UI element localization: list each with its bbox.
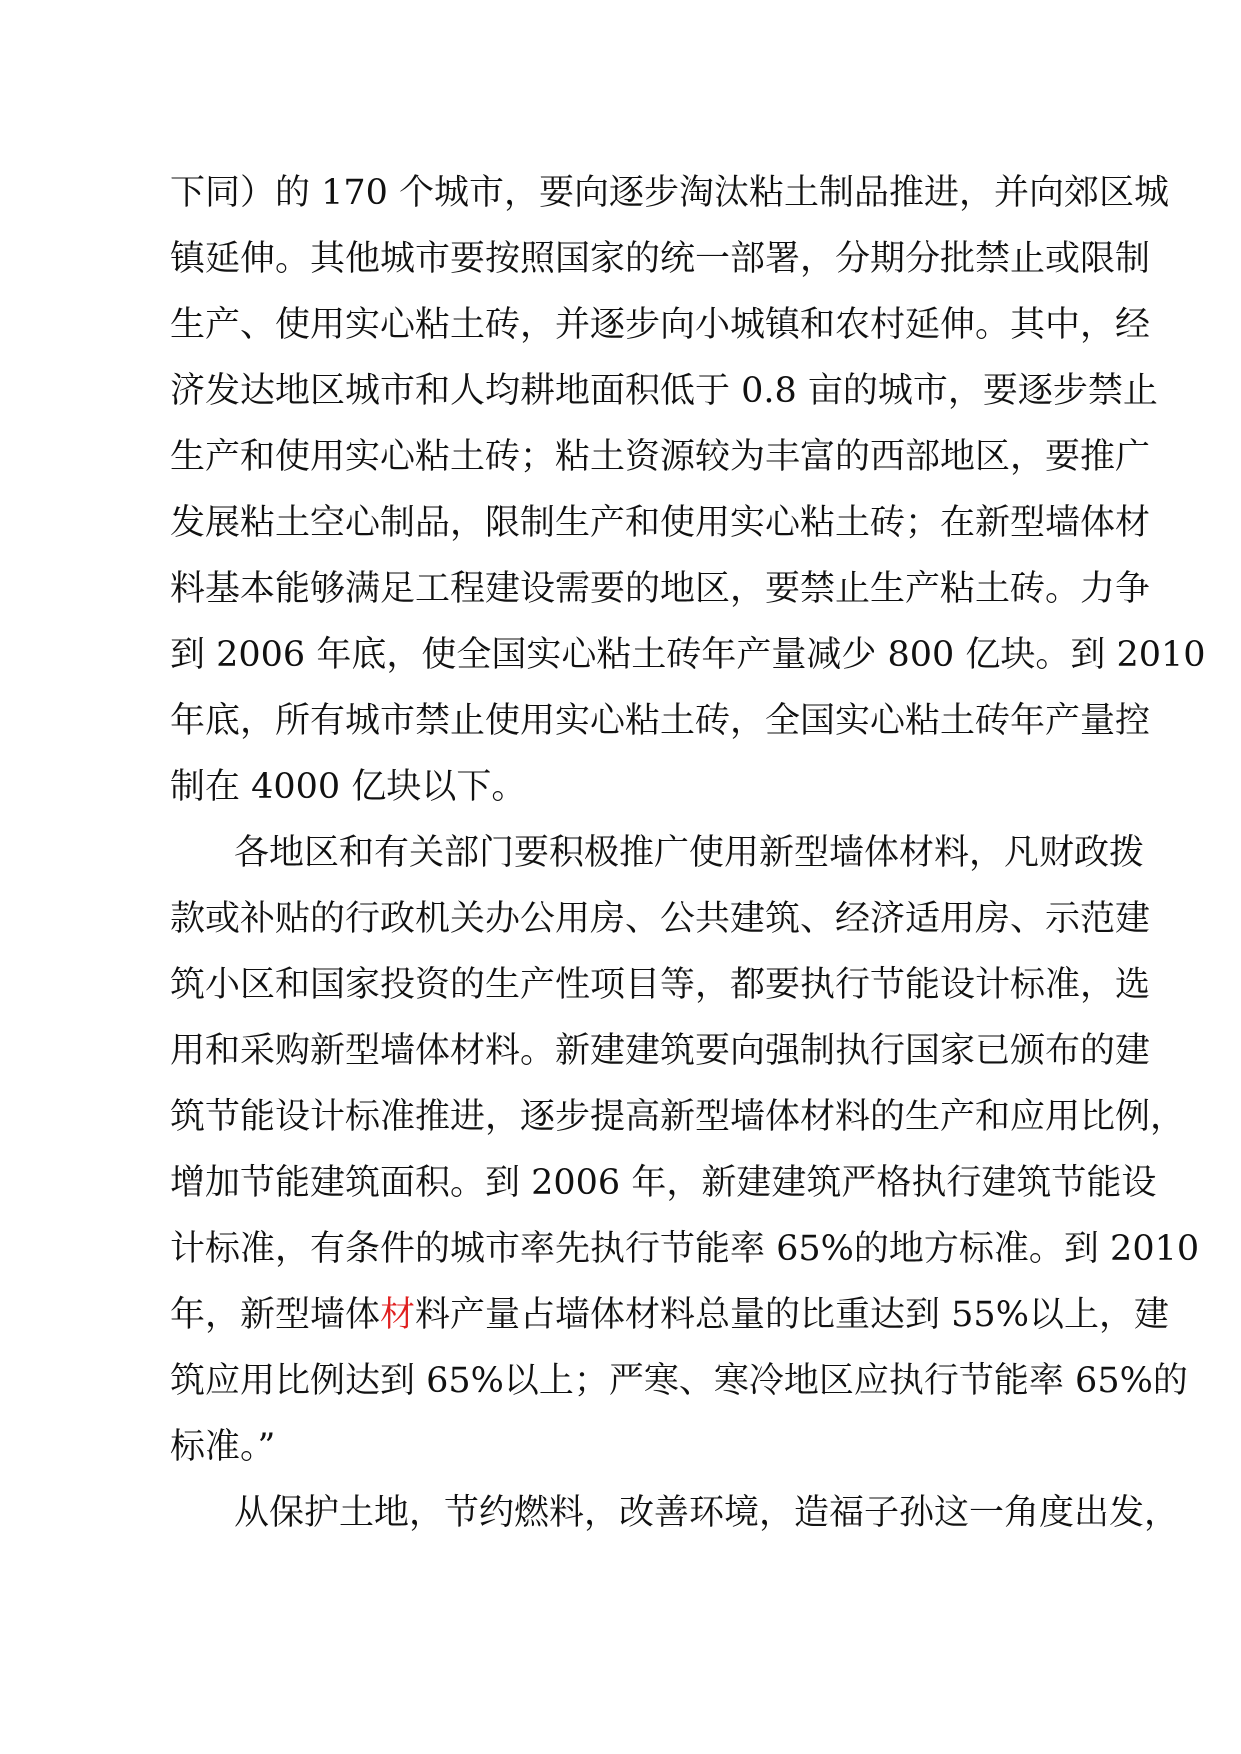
text-line: 生产、使用实心粘土砖，并逐步向小城镇和农村延伸。其中，经 [170, 305, 1151, 345]
paragraph-first-line: 从保护土地，节约燃料，改善环境，造福子孙这一角度出发， [234, 1493, 1180, 1533]
body-text [170, 160, 1206, 1546]
text-line: 款或补贴的行政机关办公用房、公共建筑、经济适用房、示范建 [170, 899, 1151, 939]
text-line: 镇延伸。其他城市要按照国家的统一部署，分期分批禁止或限制 [170, 239, 1151, 279]
text-line: 筑小区和国家投资的生产性项目等，都要执行节能设计标准，选 [170, 965, 1151, 1005]
text-line: 发展粘土空心制品，限制生产和使用实心粘土砖；在新型墙体材 [170, 503, 1151, 543]
text-line: 济发达地区城市和人均耕地面积低于 0.8 亩的城市，要逐步禁止 [170, 371, 1158, 411]
text-segment: 料产量占墙体材料总量的比重达到 55%以上，建 [415, 1295, 1169, 1335]
text-line: 下同）的 170 个城市，要向逐步淘汰粘土制品推进，并向郊区城 [170, 173, 1170, 213]
text-segment: 年，新型墙体 [170, 1295, 381, 1335]
text-line: 制在 4000 亿块以下。 [170, 767, 527, 807]
text-line: 筑应用比例达到 65%以上；严寒、寒冷地区应执行节能率 65%的 [170, 1361, 1188, 1401]
text-line-with-highlight [170, 1282, 1169, 1348]
text-line: 到 2006 年底，使全国实心粘土砖年产量减少 800 亿块。到 2010 [170, 635, 1206, 675]
text-line: 用和采购新型墙体材料。新建建筑要向强制执行国家已颁布的建 [170, 1031, 1151, 1071]
paragraph-first-line: 各地区和有关部门要积极推广使用新型墙体材料，凡财政拨 [234, 833, 1145, 873]
text-line: 标准。” [170, 1427, 276, 1467]
text-line: 年底，所有城市禁止使用实心粘土砖，全国实心粘土砖年产量控 [170, 701, 1151, 741]
text-line: 筑节能设计标准推进，逐步提高新型墙体材料的生产和应用比例， [170, 1097, 1186, 1137]
text-line: 料基本能够满足工程建设需要的地区，要禁止生产粘土砖。力争 [170, 569, 1151, 609]
text-line: 增加节能建筑面积。到 2006 年，新建建筑严格执行建筑节能设 [170, 1163, 1157, 1203]
highlighted-character: 材 [380, 1295, 416, 1335]
text-line: 生产和使用实心粘土砖；粘土资源较为丰富的西部地区，要推广 [170, 437, 1151, 477]
text-line: 计标准，有条件的城市率先执行节能率 65%的地方标准。到 2010 [170, 1229, 1200, 1269]
